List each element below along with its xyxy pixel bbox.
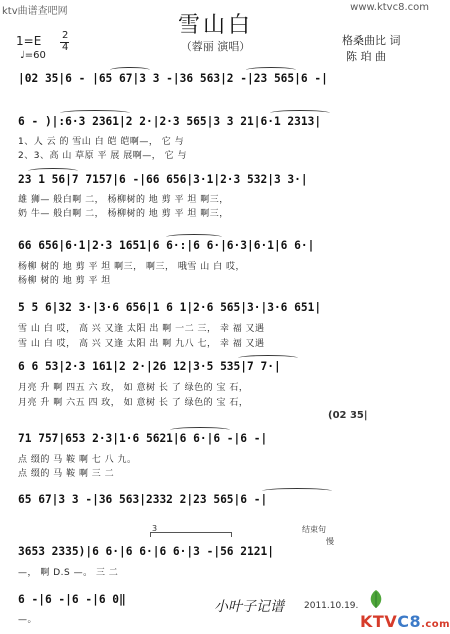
lyric-line-7b: 点 缀的 马 鞍 啊 三 二: [18, 469, 115, 479]
song-title: 雪山白: [177, 13, 253, 38]
transcription-date: 2011.10.19.: [304, 601, 359, 611]
slur-arc: [246, 67, 296, 73]
singer-credit: （蓉丽 演唱）: [180, 40, 251, 53]
transcriber-signature: 小叶子记谱: [214, 599, 284, 615]
tempo-mark: ♩=60: [20, 50, 46, 61]
lyric-line-4b: 杨柳 树的 地 剪 平 坦: [18, 276, 111, 286]
lyric-line-2a: 1、人 云 的 雪山 白 皑 皑啊—， 它 与: [18, 137, 185, 147]
score-line-5: 5 5 6|32 3·|3·6 656|1 6 1|2·6 565|3·|3·6 651|: [18, 301, 322, 314]
slow-mark: 慢: [326, 537, 334, 546]
slur-arc: [170, 427, 230, 433]
logo-c8: C8: [397, 612, 422, 631]
site-name-left[interactable]: ktv曲谱查吧网: [2, 6, 68, 17]
slur-arc: [60, 110, 130, 116]
lyric-line-5a: 雪 山 白 哎， 高 兴 又逢 太阳 出 啊 一二 三， 幸 福 又遇: [18, 324, 265, 334]
logo-dotcom: .com: [421, 619, 450, 630]
volta-number: 3: [152, 524, 158, 533]
lyric-line-3a: 雄 狮— 般白啊 二， 杨柳树的 地 剪 平 坦 啊三，: [18, 195, 229, 205]
volta-bracket: [150, 532, 232, 537]
score-line-4: 66 656|6·1|2·3 1651|6 6·:|6 6·|6·3|6·1|6 6·|: [18, 239, 315, 252]
score-line-10: 6 -|6 -|6 -|6 0‖: [18, 593, 126, 606]
slur-arc: [270, 110, 330, 116]
coda-label: 结束句: [302, 525, 326, 534]
score-line-3: 23 1 56|7 7157|6 -|66 656|3·1|2·3 532|3 3·|: [18, 173, 308, 186]
logo-ktv: KTV: [360, 612, 398, 631]
pickup-mark: (02 35|: [328, 410, 368, 421]
lyric-line-9a: —， 啊 D.S —。 三 二: [18, 568, 119, 578]
lyric-line-6a: 月亮 升 啊 四五 六 玫， 如 意树 长 了 绿色的 宝 石，: [18, 383, 249, 393]
score-line-1: |02 35|6 - |65 67|3 3 -|36 563|2 -|23 565|6 -|: [18, 72, 328, 85]
slur-arc: [28, 168, 78, 174]
score-line-9: 3653 2335)|6 6·|6 6·|6 6·|3 -|56 2121|: [18, 545, 274, 558]
lyric-line-2b: 2、3、高 山 草原 平 展 展啊—， 它 与: [18, 151, 187, 161]
site-url-right[interactable]: www.ktvc8.com: [350, 2, 429, 13]
site-logo[interactable]: [360, 612, 450, 631]
key-signature: 1=E: [16, 34, 42, 48]
slur-arc: [166, 234, 222, 240]
slur-arc: [110, 67, 150, 73]
lyric-line-5b: 雪 山 白 哎， 高 兴 又逢 太阳 出 啊 九八 七， 幸 福 又遇: [18, 339, 265, 349]
score-line-7: 71 757|653 2·3|1·6 5621|6 6·|6 -|6 -|: [18, 432, 268, 445]
time-signature-bottom: 4: [62, 42, 69, 53]
score-line-8: 65 67|3 3 -|36 563|2332 2|23 565|6 -|: [18, 493, 268, 506]
lyric-line-6b: 月亮 升 啊 六五 四 玫， 如 意树 长 了 绿色的 宝 石，: [18, 398, 249, 408]
score-line-2: 6 - )|:6·3 2361|2 2·|2·3 565|3 3 21|6·1 2313|: [18, 115, 322, 128]
lyricist-credit: 格桑曲比 词: [342, 34, 401, 47]
slur-arc: [262, 488, 332, 494]
lyric-line-3b: 奶 牛— 般白啊 二， 杨柳树的 地 剪 平 坦 啊三，: [18, 209, 229, 219]
lyric-line-10a: —。: [18, 615, 38, 625]
lyric-line-7a: 点 缀的 马 鞍 啊 七 八 九。: [18, 455, 137, 465]
time-signature-top: 2: [62, 30, 69, 41]
slur-arc: [238, 355, 298, 361]
composer-credit: 陈 珀 曲: [346, 50, 386, 63]
score-line-6: 6 6 53|2·3 161|2 2·|26 12|3·5 535|7 7·|: [18, 360, 281, 373]
leaf-icon: [366, 588, 386, 610]
lyric-line-4a: 杨柳 树的 地 剪 平 坦 啊三， 啊三， 哦雪 山 白 哎，: [18, 262, 245, 272]
